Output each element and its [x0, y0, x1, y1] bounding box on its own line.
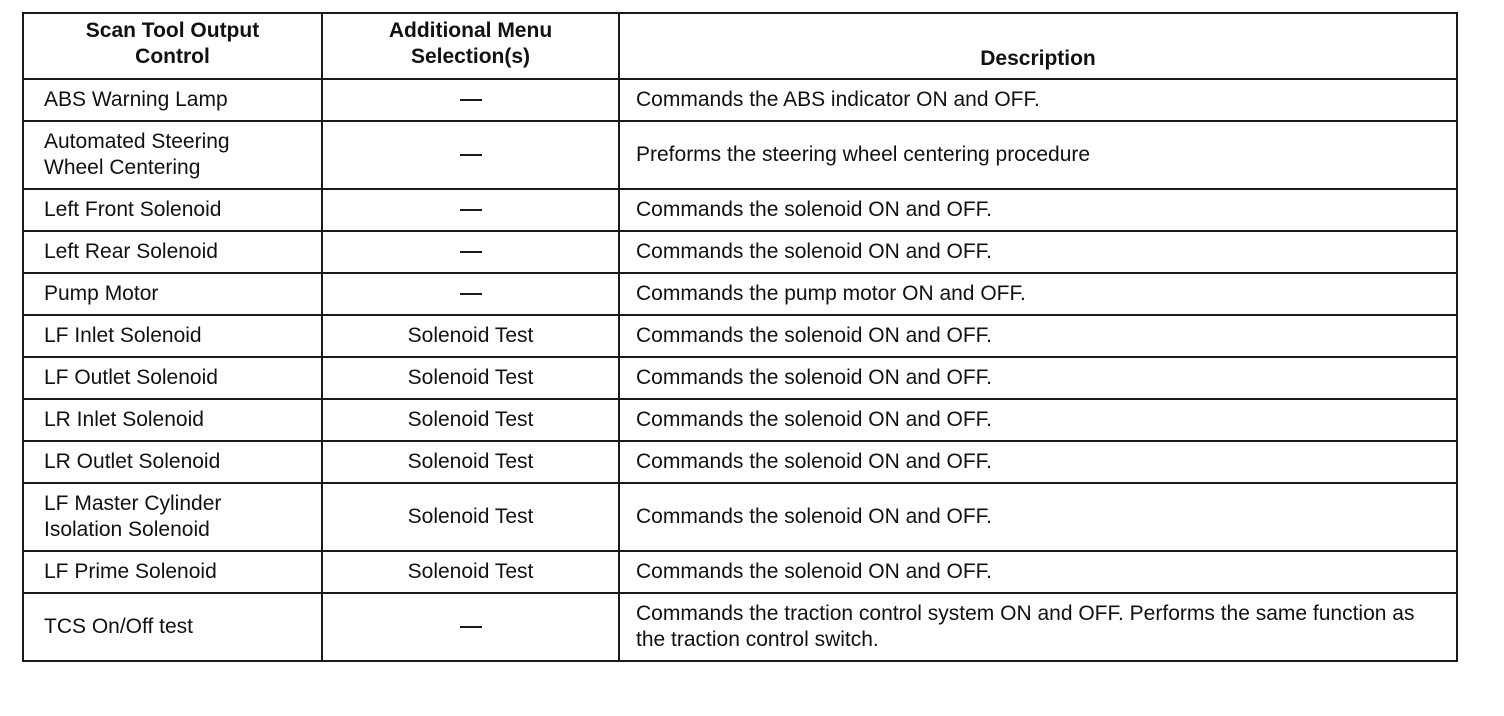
menu-cell — [322, 315, 619, 357]
description-cell — [619, 231, 1457, 273]
control-cell — [23, 441, 322, 483]
table-row — [23, 441, 1457, 483]
description-text: Commands the pump motor ON and OFF. — [636, 282, 1026, 305]
description-cell — [619, 273, 1457, 315]
menu-cell — [322, 593, 619, 661]
control-label: ABS Warning Lamp — [44, 88, 228, 111]
control-cell — [23, 593, 322, 661]
header-description — [619, 13, 1457, 79]
menu-label: Solenoid Test — [407, 324, 534, 347]
control-label: LR Inlet Solenoid — [44, 408, 204, 431]
table-row — [23, 357, 1457, 399]
control-label: Pump Motor — [44, 282, 159, 305]
control-label: Automated Steering Wheel Centering — [44, 130, 230, 179]
menu-cell — [322, 399, 619, 441]
description-text: Commands the solenoid ON and OFF. — [636, 198, 992, 221]
control-cell — [23, 79, 322, 121]
table-body — [23, 79, 1457, 661]
table-row — [23, 189, 1457, 231]
control-cell — [23, 189, 322, 231]
description-text: Commands the ABS indicator ON and OFF. — [636, 88, 1040, 111]
description-text: Commands the traction control system ON and OFF. Performs the same function as the traction control switch. — [636, 602, 1415, 651]
table-row — [23, 593, 1457, 661]
menu-label: Solenoid Test — [407, 366, 534, 389]
table-row — [23, 273, 1457, 315]
menu-label: Solenoid Test — [407, 408, 534, 431]
table-row — [23, 483, 1457, 551]
dash-mark — [460, 99, 482, 101]
description-cell — [619, 483, 1457, 551]
control-cell — [23, 483, 322, 551]
header-row — [23, 13, 1457, 79]
menu-cell — [322, 483, 619, 551]
header-menu-label: Additional Menu Selection(s) — [388, 19, 553, 68]
description-cell — [619, 551, 1457, 593]
description-text: Commands the solenoid ON and OFF. — [636, 505, 992, 528]
table-row — [23, 121, 1457, 189]
table-row — [23, 231, 1457, 273]
header-control-label: Scan Tool Output Control — [85, 19, 260, 68]
dash-mark — [460, 251, 482, 253]
description-cell — [619, 441, 1457, 483]
description-text: Commands the solenoid ON and OFF. — [636, 408, 992, 431]
description-text: Preforms the steering wheel centering procedure — [636, 143, 1091, 166]
menu-cell — [322, 121, 619, 189]
control-cell — [23, 399, 322, 441]
control-label: TCS On/Off test — [44, 615, 193, 638]
control-label: LF Prime Solenoid — [44, 560, 217, 583]
header-control — [23, 13, 322, 79]
dash-mark — [460, 293, 482, 295]
description-cell — [619, 399, 1457, 441]
header-description-label: Description — [980, 47, 1096, 70]
description-cell — [619, 593, 1457, 661]
control-label: Left Rear Solenoid — [44, 240, 218, 263]
control-label: LF Outlet Solenoid — [44, 366, 218, 389]
control-cell — [23, 231, 322, 273]
control-label: Left Front Solenoid — [44, 198, 222, 221]
menu-label: Solenoid Test — [407, 450, 534, 473]
control-cell — [23, 357, 322, 399]
menu-cell — [322, 273, 619, 315]
scan-tool-output-table — [22, 12, 1458, 662]
description-cell — [619, 189, 1457, 231]
control-label: LF Inlet Solenoid — [44, 324, 202, 347]
menu-label: Solenoid Test — [407, 560, 534, 583]
description-cell — [619, 121, 1457, 189]
description-text: Commands the solenoid ON and OFF. — [636, 324, 992, 347]
dash-mark — [460, 154, 482, 156]
control-label: LR Outlet Solenoid — [44, 450, 221, 473]
table-row — [23, 79, 1457, 121]
menu-cell — [322, 357, 619, 399]
control-cell — [23, 315, 322, 357]
description-text: Commands the solenoid ON and OFF. — [636, 366, 992, 389]
menu-cell — [322, 231, 619, 273]
menu-cell — [322, 189, 619, 231]
description-text: Commands the solenoid ON and OFF. — [636, 240, 992, 263]
control-cell — [23, 273, 322, 315]
menu-label: Solenoid Test — [407, 505, 534, 528]
menu-cell — [322, 551, 619, 593]
table-row — [23, 551, 1457, 593]
table-row — [23, 315, 1457, 357]
description-cell — [619, 315, 1457, 357]
description-cell — [619, 79, 1457, 121]
description-cell — [619, 357, 1457, 399]
header-menu — [322, 13, 619, 79]
menu-cell — [322, 79, 619, 121]
control-label: LF Master Cylinder Isolation Solenoid — [44, 492, 222, 541]
table-row — [23, 399, 1457, 441]
dash-mark — [460, 209, 482, 211]
description-text: Commands the solenoid ON and OFF. — [636, 450, 992, 473]
control-cell — [23, 121, 322, 189]
menu-cell — [322, 441, 619, 483]
control-cell — [23, 551, 322, 593]
description-text: Commands the solenoid ON and OFF. — [636, 560, 992, 583]
dash-mark — [460, 626, 482, 628]
